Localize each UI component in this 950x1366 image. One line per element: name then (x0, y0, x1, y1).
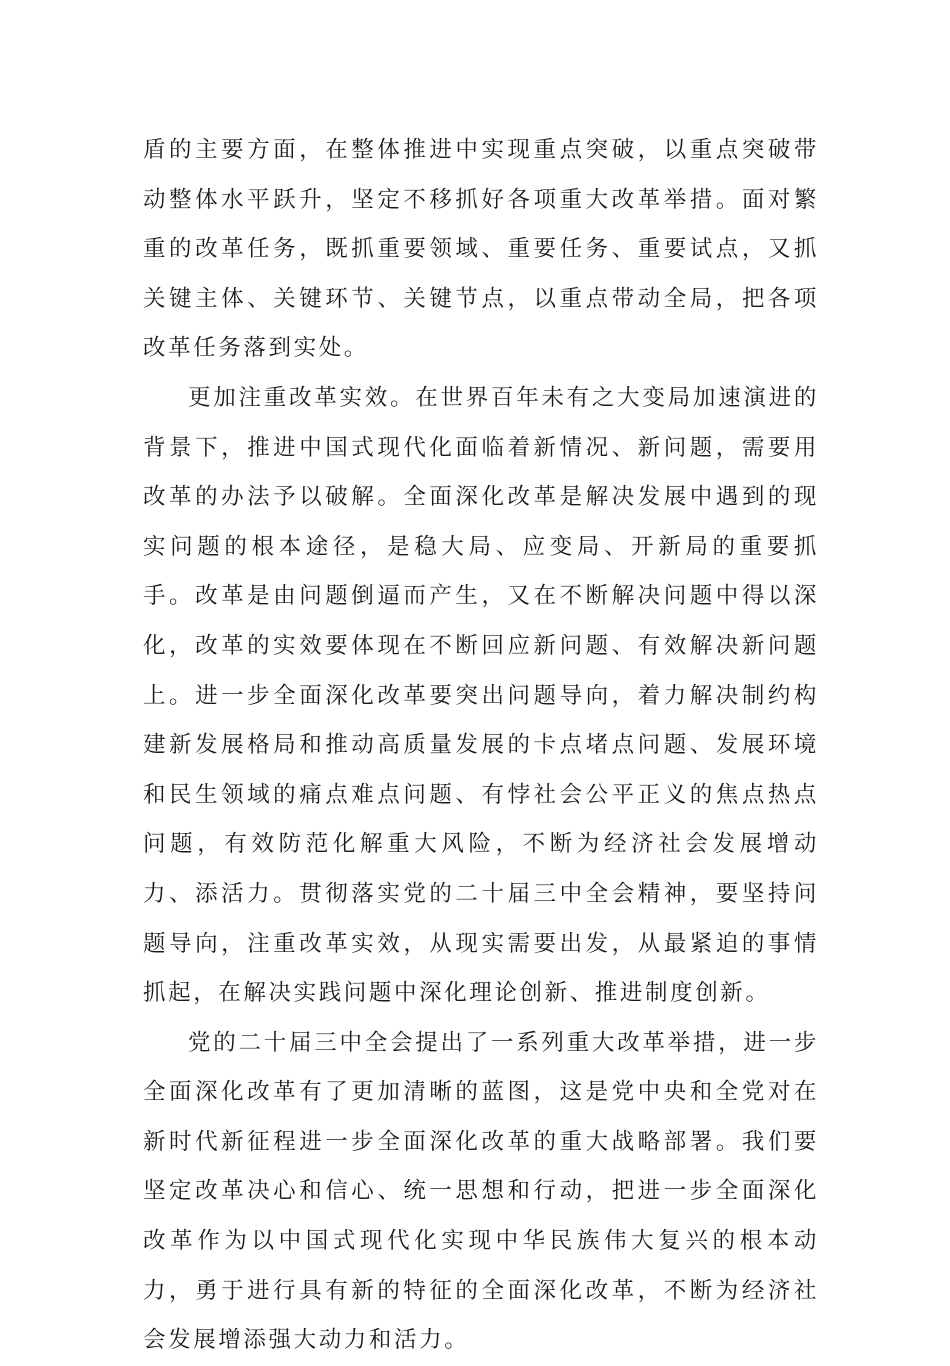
paragraph-reform-effectiveness: 更加注重改革实效。在世界百年未有之大变局加速演进的背景下，推进中国式现代化面临着新情况、新问题，需要用改革的办法予以破解。全面深化改革是解决发展中遇到的现实问题的根本途径，是稳大局、应变局、开新局的重要抓手。改革是由问题倒逼而产生，又在不断解决问题中得以深化，改革的实效要体现在不断回应新问题、有效解决新问题上。进一步全面深化改革要突出问题导向，着力解决制约构建新发展格局和推动高质量发展的卡点堵点问题、发展环境和民生领域的痛点难点问题、有悖社会公平正义的焦点热点问题，有效防范化解重大风险，不断为经济社会发展增动力、添活力。贯彻落实党的二十届三中全会精神，要坚持问题导向，注重改革实效，从现实需要出发，从最紧迫的事情抓起，在解决实践问题中深化理论创新、推进制度创新。 (143, 384, 819, 1007)
document-body (143, 126, 819, 1366)
paragraph-continued: 盾的主要方面，在整体推进中实现重点突破，以重点突破带动整体水平跃升，坚定不移抓好各项重大改革举措。面对繁重的改革任务，既抓重要领域、重要任务、重要试点，又抓关键主体、关键环节、关键节点，以重点带动全局，把各项改革任务落到实处。 (143, 137, 819, 362)
paragraph-third-plenum: 党的二十届三中全会提出了一系列重大改革举措，进一步全面深化改革有了更加清晰的蓝图，这是党中央和全党对在新时代新征程进一步全面深化改革的重大战略部署。我们要坚定改革决心和信心、统一思想和行动，把进一步全面深化改革作为以中国式现代化实现中华民族伟大复兴的根本动力，勇于进行具有新的特征的全面深化改革，不断为经济社会发展增添强大动力和活力。 (143, 1029, 819, 1354)
